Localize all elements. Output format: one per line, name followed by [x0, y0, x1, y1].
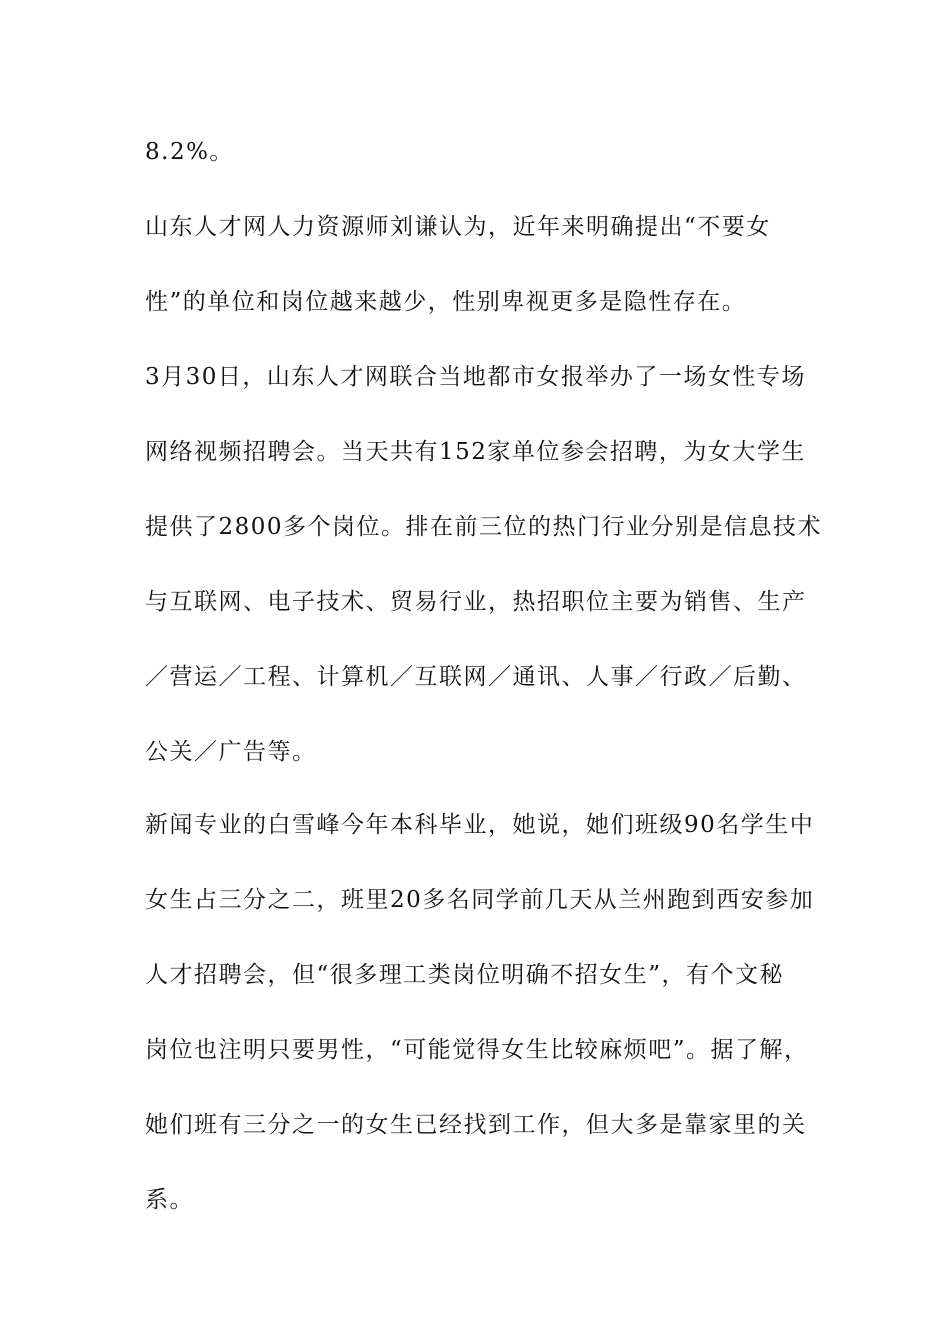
text-line: 性”的单位和岗位越来越少，性别卑视更多是隐性存在。	[145, 289, 747, 315]
text-line: 系。	[145, 1187, 194, 1213]
text-line: 岗位也注明只要男性，“可能觉得女生比较麻烦吧”。据了解，	[145, 1037, 809, 1063]
text-line: 新闻专业的白雪峰今年本科毕业，她说，她们班级90名学生中	[145, 812, 815, 838]
text-line: 她们班有三分之一的女生已经找到工作，但大多是靠家里的关	[145, 1112, 807, 1138]
text-line: 与互联网、电子技术、贸易行业，热招职位主要为销售、生产	[145, 589, 807, 615]
text-line: 公关／广告等。	[145, 739, 317, 765]
text-line: 8.2%。	[145, 139, 234, 165]
text-line: 3月30日，山东人才网联合当地都市女报举办了一场女性专场	[145, 364, 806, 390]
text-line: 提供了2800多个岗位。排在前三位的热门行业分别是信息技术	[145, 514, 823, 540]
text-line: 人才招聘会，但“很多理工类岗位明确不招女生”，有个文秘	[145, 962, 785, 988]
text-line: 山东人才网人力资源师刘谦认为，近年来明确提出“不要女	[145, 214, 771, 240]
text-line: ／营运／工程、计算机／互联网／通讯、人事／行政／后勤、	[145, 664, 807, 690]
text-line: 网络视频招聘会。当天共有152家单位参会招聘，为女大学生	[145, 439, 806, 465]
text-line: 女生占三分之二，班里20多名同学前几天从兰州跑到西安参加	[145, 887, 815, 913]
